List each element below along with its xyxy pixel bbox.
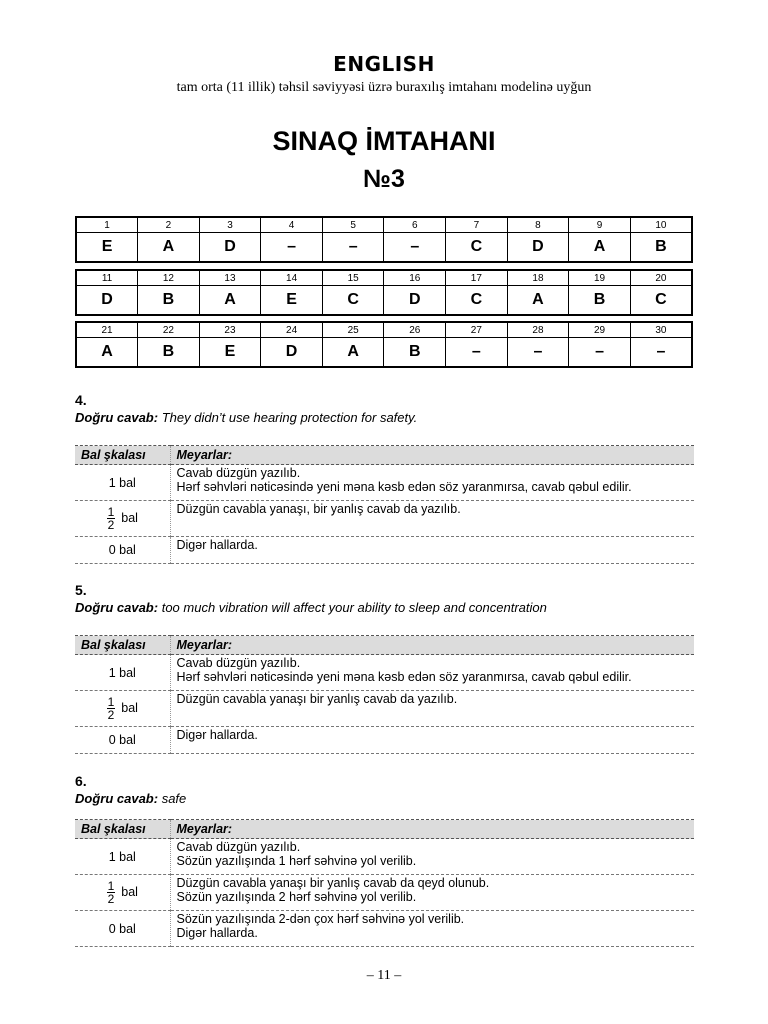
answer-letter: D	[507, 233, 569, 263]
question-number: 29	[569, 322, 631, 338]
answer-letter: C	[446, 286, 508, 316]
answer-key-table-1	[75, 216, 693, 263]
question-number: 23	[199, 322, 261, 338]
answer-letter: –	[322, 233, 384, 263]
criteria-header: Meyarlar:	[170, 446, 694, 465]
score-value: 0 bal	[75, 911, 170, 947]
question-number: 14	[261, 270, 323, 286]
correct-answer-label: Doğru cavab:	[75, 600, 159, 615]
criteria-cell	[170, 727, 694, 754]
score-value: 1 bal	[75, 465, 170, 501]
criteria-line: Cavab düzgün yazılıb.	[176, 656, 301, 670]
answer-letter: C	[446, 233, 508, 263]
question-number: 3	[199, 217, 261, 233]
score-scale-header: Bal şkalası	[75, 636, 170, 655]
criteria-line: Sözün yazılışında 1 hərf səhvinə yol verilib.	[176, 854, 417, 868]
question-number: 24	[261, 322, 323, 338]
answer-letter: B	[138, 338, 200, 368]
question-number: 2	[138, 217, 200, 233]
answer-letter: –	[261, 233, 323, 263]
answer-key-answers-row	[76, 286, 692, 316]
page-number: – 11 –	[366, 968, 402, 983]
question-number: 17	[446, 270, 508, 286]
answer-letter: D	[384, 286, 446, 316]
answer-letter: A	[569, 233, 631, 263]
criteria-cell	[170, 911, 694, 947]
question-number: 13	[199, 270, 261, 286]
correct-answer-line	[75, 410, 417, 425]
score-scale-header: Bal şkalası	[75, 446, 170, 465]
correct-answer-label: Doğru cavab:	[75, 791, 159, 806]
scoring-table-q4	[75, 445, 694, 564]
criteria-header: Meyarlar:	[170, 636, 694, 655]
score-value: $\frac{1}{2}$ bal	[75, 875, 170, 911]
answer-letter: A	[76, 338, 138, 368]
question-number: 6	[384, 217, 446, 233]
question-number: 4	[261, 217, 323, 233]
answer-letter: B	[569, 286, 631, 316]
question-number: 21	[76, 322, 138, 338]
criteria-cell	[170, 691, 694, 727]
score-value: 1 bal	[75, 655, 170, 691]
criteria-line: Digər hallarda.	[176, 538, 258, 552]
answer-letter: E	[76, 233, 138, 263]
exam-number: №3	[363, 165, 405, 193]
scoring-row	[75, 911, 694, 947]
criteria-line: Hərf səhvləri nəticəsində yeni məna kəsb edən söz yaranmırsa, cavab qəbul edilir.	[176, 670, 632, 684]
answer-letter: A	[199, 286, 261, 316]
answer-key-numbers-row	[76, 270, 692, 286]
scoring-row	[75, 655, 694, 691]
answer-letter: D	[199, 233, 261, 263]
criteria-line: Düzgün cavabla yanaşı bir yanlış cavab da qeyd olunub.	[176, 876, 490, 890]
criteria-line: Düzgün cavabla yanaşı, bir yanlış cavab da yazılıb.	[176, 502, 461, 516]
answer-letter: A	[322, 338, 384, 368]
criteria-cell	[170, 537, 694, 564]
question-number-heading: 5.	[75, 582, 87, 598]
answer-letter: –	[384, 233, 446, 263]
correct-answer-line	[75, 791, 186, 806]
question-number: 22	[138, 322, 200, 338]
question-number: 8	[507, 217, 569, 233]
scoring-header-row	[75, 446, 694, 465]
answer-letter: E	[261, 286, 323, 316]
scoring-header-row	[75, 820, 694, 839]
question-number: 5	[322, 217, 384, 233]
score-scale-header: Bal şkalası	[75, 820, 170, 839]
answer-letter: C	[322, 286, 384, 316]
answer-key-answers-row	[76, 233, 692, 263]
question-number: 1	[76, 217, 138, 233]
correct-answer-text: They didn’t use hearing protection for safety.	[161, 410, 418, 425]
answer-letter: D	[261, 338, 323, 368]
question-number: 30	[630, 322, 692, 338]
scoring-row	[75, 691, 694, 727]
correct-answer-text: safe	[161, 791, 187, 806]
question-number: 15	[322, 270, 384, 286]
answer-key-numbers-row	[76, 322, 692, 338]
answer-key-table-3	[75, 321, 693, 368]
half-fraction: $\frac{1}{2}$	[107, 695, 115, 722]
question-number-heading: 6.	[75, 773, 87, 789]
score-value: $\frac{1}{2}$ bal	[75, 501, 170, 537]
criteria-cell	[170, 655, 694, 691]
scoring-header-row	[75, 636, 694, 655]
criteria-line: Sözün yazılışında 2 hərf səhvinə yol verilib.	[176, 890, 417, 904]
criteria-cell	[170, 875, 694, 911]
criteria-line: Cavab düzgün yazılıb.	[176, 466, 301, 480]
question-number: 19	[569, 270, 631, 286]
criteria-cell	[170, 501, 694, 537]
answer-key-table-2	[75, 269, 693, 316]
criteria-line: Sözün yazılışında 2-dən çox hərf səhvinə yol verilib.	[176, 912, 465, 926]
criteria-cell	[170, 839, 694, 875]
question-number: 20	[630, 270, 692, 286]
answer-letter: A	[138, 233, 200, 263]
scoring-row	[75, 537, 694, 564]
half-fraction: $\frac{1}{2}$	[107, 505, 115, 532]
question-number: 9	[569, 217, 631, 233]
answer-letter: –	[446, 338, 508, 368]
answer-letter: B	[138, 286, 200, 316]
scoring-row	[75, 727, 694, 754]
question-number: 16	[384, 270, 446, 286]
scoring-row	[75, 465, 694, 501]
criteria-line: Digər hallarda.	[176, 926, 258, 940]
criteria-cell	[170, 465, 694, 501]
exam-title: SINAQ İMTAHANI	[272, 126, 496, 156]
question-number: 25	[322, 322, 384, 338]
question-number: 26	[384, 322, 446, 338]
answer-key-answers-row	[76, 338, 692, 368]
answer-letter: C	[630, 286, 692, 316]
half-fraction: $\frac{1}{2}$	[107, 879, 115, 906]
question-number-heading: 4.	[75, 392, 87, 408]
correct-answer-line	[75, 600, 547, 615]
question-number: 10	[630, 217, 692, 233]
scoring-row	[75, 501, 694, 537]
question-number: 27	[446, 322, 508, 338]
question-number: 11	[76, 270, 138, 286]
criteria-line: Hərf səhvləri nəticəsində yeni məna kəsb edən söz yaranmırsa, cavab qəbul edilir.	[176, 480, 632, 494]
question-number: 28	[507, 322, 569, 338]
score-value: 0 bal	[75, 537, 170, 564]
correct-answer-text: too much vibration will affect your ability to sleep and concentration	[161, 600, 547, 615]
subtitle: tam orta (11 illik) təhsil səviyyəsi üzrə buraxılış imtahanı modelinə uyğun	[176, 80, 592, 95]
scoring-row	[75, 875, 694, 911]
scoring-row	[75, 839, 694, 875]
criteria-line: Digər hallarda.	[176, 728, 258, 742]
criteria-line: Cavab düzgün yazılıb.	[176, 840, 301, 854]
score-value: 1 bal	[75, 839, 170, 875]
answer-letter: B	[384, 338, 446, 368]
question-number: 12	[138, 270, 200, 286]
answer-letter: D	[76, 286, 138, 316]
answer-key-numbers-row	[76, 217, 692, 233]
answer-letter: –	[569, 338, 631, 368]
correct-answer-label: Doğru cavab:	[75, 410, 159, 425]
question-number: 7	[446, 217, 508, 233]
answer-letter: B	[630, 233, 692, 263]
scoring-table-q6	[75, 819, 694, 947]
answer-letter: E	[199, 338, 261, 368]
subject-title: ENGLISH	[333, 52, 435, 76]
score-value: $\frac{1}{2}$ bal	[75, 691, 170, 727]
scoring-table-q5	[75, 635, 694, 754]
criteria-header: Meyarlar:	[170, 820, 694, 839]
answer-letter: –	[630, 338, 692, 368]
answer-letter: A	[507, 286, 569, 316]
answer-letter: –	[507, 338, 569, 368]
question-number: 18	[507, 270, 569, 286]
criteria-line: Düzgün cavabla yanaşı bir yanlış cavab da yazılıb.	[176, 692, 458, 706]
score-value: 0 bal	[75, 727, 170, 754]
